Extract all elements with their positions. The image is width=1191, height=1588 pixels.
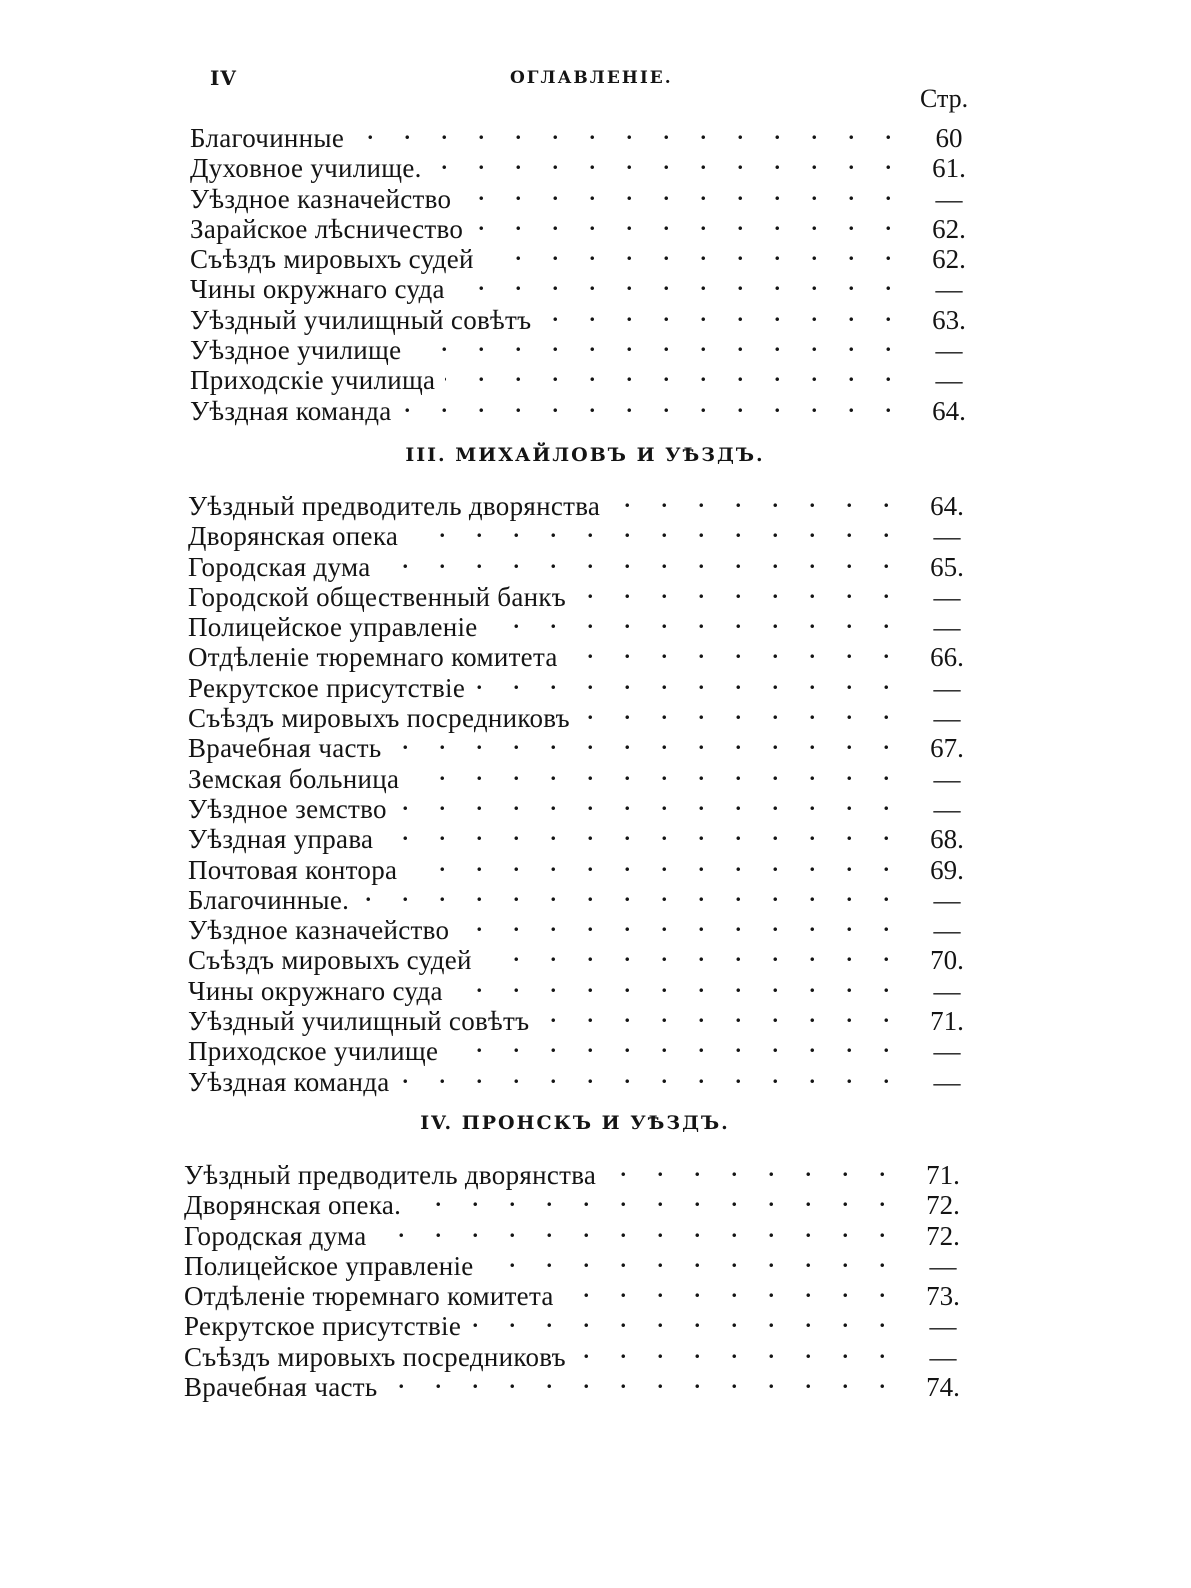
- entry-title: Приходское училище: [188, 1036, 439, 1067]
- section-heading-mikhailov: III. МИХАЙЛОВЪ И УѢЗДЪ.: [405, 444, 765, 466]
- dot-leader: [391, 727, 902, 757]
- dot-leader: [455, 268, 904, 298]
- dot-leader: [453, 970, 902, 1000]
- toc-entry: [184, 1215, 974, 1251]
- entry-title: Уѣздная управа: [188, 824, 374, 855]
- entry-page: 60: [935, 123, 963, 153]
- entry-title: Чины окружнаго суда: [188, 975, 443, 1006]
- toc-entry: [188, 909, 978, 946]
- entry-title: Съѣздъ мировыхъ посредниковъ: [188, 703, 570, 734]
- toc-entry: [188, 818, 978, 855]
- entry-title: Уѣздная команда: [190, 395, 392, 426]
- dot-leader: [473, 208, 904, 238]
- dot-leader: [387, 1366, 898, 1396]
- toc-entry: [188, 939, 978, 976]
- entry-page: —: [933, 672, 961, 703]
- entry-title: Съѣздъ мировыхъ судей: [190, 244, 474, 275]
- entry-title: Полицейское управленіе: [184, 1250, 474, 1281]
- toc-entry: [188, 970, 978, 1006]
- dot-leader: [576, 1336, 898, 1366]
- entry-page: —: [933, 521, 961, 552]
- entry-page: —: [933, 581, 961, 612]
- dot-leader: [461, 178, 904, 208]
- toc-entry: [190, 390, 980, 426]
- toc-entry: [188, 546, 978, 582]
- entry-page: 62.: [932, 213, 966, 244]
- entry-title: Городская дума: [188, 551, 371, 582]
- toc-entry: [188, 727, 978, 764]
- toc-entry: [188, 1030, 978, 1067]
- entry-page: 69.: [930, 854, 964, 885]
- entry-page: 74.: [926, 1372, 960, 1403]
- dot-leader: [541, 299, 904, 329]
- entry-title: Врачебная часть: [188, 733, 382, 764]
- toc-entry: [188, 697, 978, 734]
- entry-page: —: [929, 1341, 957, 1372]
- toc-entry: [184, 1184, 974, 1221]
- dot-leader: [580, 697, 902, 727]
- toc-entry: [188, 788, 978, 824]
- entry-page: —: [933, 1066, 961, 1097]
- dot-leader: [400, 1061, 902, 1091]
- entry-title: Рекрутское присутствіе: [184, 1311, 462, 1342]
- toc-entry: [190, 359, 980, 396]
- toc-entry: [188, 606, 978, 643]
- entry-page: 66.: [930, 642, 964, 673]
- dot-leader: [445, 359, 904, 389]
- entry-page: —: [933, 884, 961, 915]
- entry-title: Съѣздъ мировыхъ судей: [188, 945, 472, 976]
- toc-entry: [188, 515, 978, 552]
- section-heading-pronsk: IV. ПРОНСКЪ И УѢЗДЪ.: [420, 1112, 730, 1134]
- dot-leader: [459, 909, 902, 939]
- entry-title: Уѣздная команда: [188, 1066, 390, 1097]
- entry-page: —: [933, 915, 961, 946]
- toc-entry: [190, 268, 980, 305]
- dot-leader: [606, 1154, 898, 1184]
- entry-page: 61.: [932, 153, 966, 184]
- toc-entry: [188, 1061, 978, 1097]
- dot-leader: [484, 238, 904, 268]
- entry-page: 71.: [926, 1160, 960, 1190]
- dot-leader: [539, 1000, 902, 1030]
- toc-entry: [188, 636, 978, 673]
- entry-page: —: [935, 183, 963, 214]
- entry-page: 72.: [926, 1190, 960, 1221]
- dot-leader: [448, 1030, 902, 1060]
- toc-entry: [184, 1366, 974, 1403]
- entry-page: 73.: [926, 1281, 960, 1312]
- entry-page: 65.: [930, 551, 964, 582]
- dot-leader: [576, 576, 902, 606]
- entry-page: 67.: [930, 733, 964, 764]
- toc-entry: [184, 1305, 974, 1342]
- dot-leader: [610, 485, 902, 515]
- entry-page: —: [933, 1036, 961, 1067]
- toc-entry: [190, 117, 980, 153]
- dot-leader: [564, 1275, 898, 1305]
- dot-leader: [409, 758, 902, 788]
- entry-title: Уѣздный предводитель дворянства: [184, 1160, 597, 1190]
- entry-title: Приходскіе училища: [190, 365, 436, 396]
- toc-entry: [188, 1000, 978, 1037]
- toc-section-3: [184, 1154, 974, 1403]
- entry-title: Рекрутское присутствіе: [188, 672, 466, 703]
- entry-title: Уѣздное казначейство: [188, 915, 450, 946]
- entry-title: Дворянская опека.: [184, 1190, 402, 1221]
- entry-page: 70.: [930, 945, 964, 976]
- toc-entry: [188, 879, 978, 915]
- toc-entry: [190, 238, 980, 275]
- entry-title: Уѣздное училище: [190, 335, 402, 366]
- entry-title: Городская дума: [184, 1220, 367, 1251]
- toc-entry: [188, 758, 978, 794]
- toc-entry: [190, 299, 980, 335]
- entry-title: Уѣздный училищный совѣтъ: [188, 1006, 530, 1037]
- entry-title: Духовное училище.: [190, 153, 422, 184]
- entry-title: Чины окружнаго суда: [190, 274, 445, 305]
- entry-page: —: [933, 703, 961, 734]
- entry-title: Дворянская опека: [188, 521, 399, 552]
- page-column-label: Стр.: [920, 84, 969, 113]
- entry-page: 68.: [930, 824, 964, 855]
- dot-leader: [471, 1305, 898, 1335]
- entry-title: Уѣздное казначейство: [190, 183, 452, 214]
- toc-entry: [190, 147, 980, 184]
- dot-leader: [359, 879, 902, 909]
- dot-leader: [411, 1184, 898, 1214]
- entry-page: —: [933, 763, 961, 794]
- dot-leader: [381, 546, 902, 576]
- dot-leader: [411, 329, 904, 359]
- running-head: [210, 66, 980, 96]
- entry-title: Отдѣленіе тюремнаго комитета: [184, 1281, 554, 1312]
- entry-title: Земская больница: [188, 763, 400, 794]
- toc-entry: [188, 667, 978, 703]
- entry-page: 62.: [932, 244, 966, 275]
- entry-page: —: [933, 793, 961, 824]
- dot-leader: [488, 606, 902, 636]
- toc-entry: [184, 1336, 974, 1372]
- dot-leader: [568, 636, 902, 666]
- toc-entry: [184, 1275, 974, 1312]
- entry-title: Благочинные.: [188, 884, 350, 915]
- dot-leader: [475, 667, 902, 697]
- entry-title: Уѣздный училищный совѣтъ: [190, 304, 532, 335]
- entry-page: 63.: [932, 304, 966, 335]
- dot-leader: [482, 939, 902, 969]
- dot-leader: [484, 1245, 898, 1275]
- toc-entry: [188, 485, 978, 521]
- entry-title: Съѣздъ мировыхъ посредниковъ: [184, 1341, 566, 1372]
- entry-page: 72.: [926, 1220, 960, 1251]
- entry-page: —: [935, 274, 963, 305]
- entry-title: Городской общественный банкъ: [188, 581, 567, 612]
- dot-leader: [377, 1215, 898, 1245]
- entry-page: —: [929, 1311, 957, 1342]
- entry-title: Полицейское управленіе: [188, 612, 478, 643]
- entry-page: 64.: [930, 491, 964, 521]
- entry-title: Уѣздное земство: [188, 793, 387, 824]
- toc-entry: [190, 178, 980, 214]
- entry-title: Почтовая контора: [188, 854, 398, 885]
- toc-entry: [188, 576, 978, 612]
- entry-title: Отдѣленіе тюремнаго комитета: [188, 642, 558, 673]
- dot-leader: [354, 117, 904, 147]
- toc-entry: [190, 329, 980, 366]
- entry-title: Благочинные: [190, 123, 345, 153]
- dot-leader: [402, 390, 904, 420]
- dot-leader: [383, 818, 902, 848]
- dot-leader: [407, 849, 902, 879]
- entry-page: —: [929, 1250, 957, 1281]
- dot-leader: [432, 147, 904, 177]
- toc-section-2: [188, 485, 978, 1097]
- entry-title: Врачебная часть: [184, 1372, 378, 1403]
- toc-entry: [184, 1154, 974, 1190]
- dot-leader: [397, 788, 902, 818]
- entry-page: 71.: [930, 1006, 964, 1037]
- entry-page: —: [935, 335, 963, 366]
- entry-page: —: [935, 365, 963, 396]
- toc-section-1: [190, 117, 980, 426]
- entry-page: 64.: [932, 395, 966, 426]
- toc-entry: [184, 1245, 974, 1281]
- dot-leader: [408, 515, 902, 545]
- toc-entry: [190, 208, 980, 244]
- entry-title: Уѣздный предводитель дворянства: [188, 491, 601, 521]
- toc-entry: [188, 849, 978, 885]
- entry-title: Зарайское лѣсничество: [190, 213, 464, 244]
- page-folio: IV: [210, 66, 237, 90]
- entry-page: —: [933, 612, 961, 643]
- entry-page: —: [933, 975, 961, 1006]
- page-title: ОГЛАВЛЕНІЕ.: [510, 68, 673, 88]
